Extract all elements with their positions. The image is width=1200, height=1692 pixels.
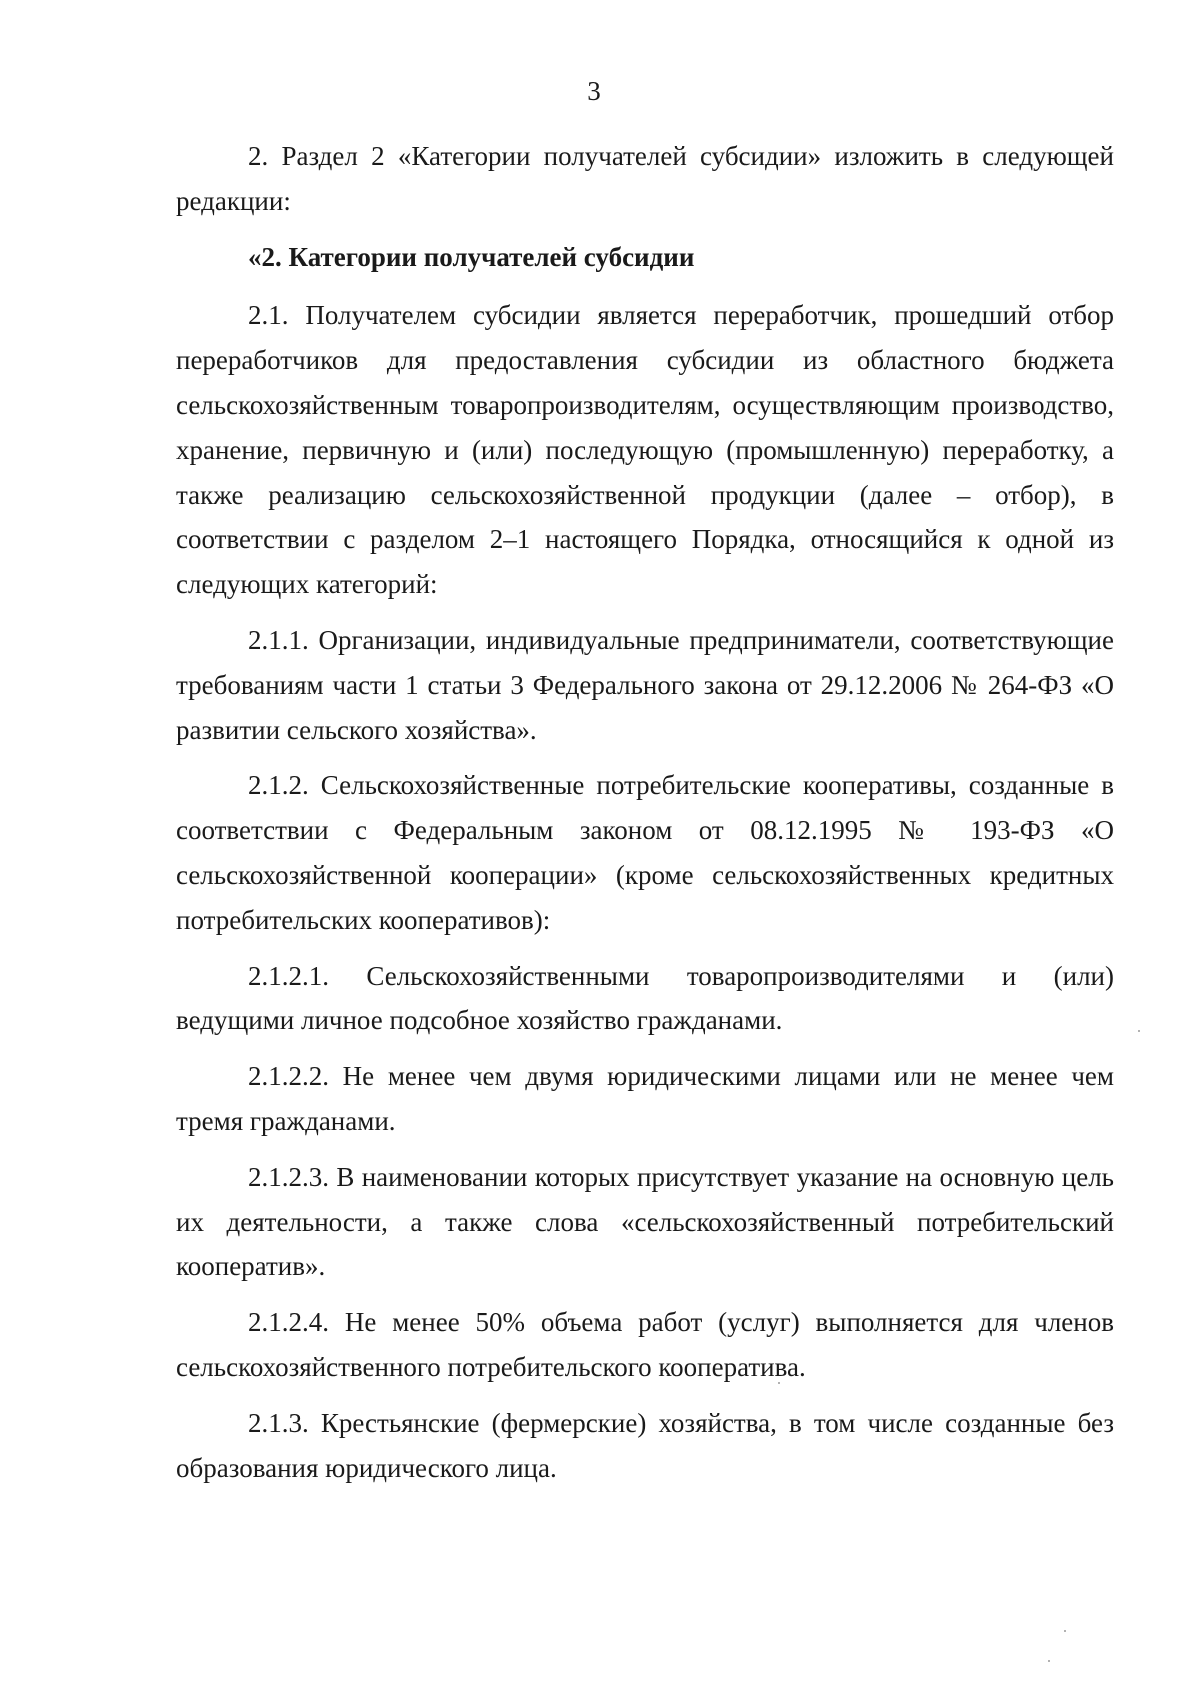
paragraph-2-1-2-2: 2.1.2.2. Не менее чем двумя юридическими лицами или не менее чем тремя гражданами. bbox=[176, 1061, 1114, 1136]
scan-speck bbox=[1048, 1660, 1050, 1662]
scan-speck bbox=[778, 1382, 780, 1384]
paragraph-2-1-2-1: 2.1.2.1. Сельскохозяйственными товаропроизводителями и (или) ведущими личное подсобное хозяйство гражданами. bbox=[176, 960, 1114, 1036]
scan-speck bbox=[1138, 1030, 1140, 1032]
section-heading: «2. Категории получателей субсидии bbox=[248, 241, 695, 272]
document-body bbox=[176, 134, 1114, 1501]
scan-speck bbox=[1064, 1630, 1066, 1632]
paragraph-2: 2. Раздел 2 «Категории получателей субсидии» изложить в следующей редакции: bbox=[176, 141, 1114, 216]
paragraph-2-1-1: 2.1.1. Организации, индивидуальные предприниматели, соответствующие требованиям части 1 статьи 3 Федерального закона от 29.12.2006 № 264-ФЗ «О развитии сельского хозяйства». bbox=[176, 624, 1114, 745]
page-number: 3 bbox=[587, 76, 601, 106]
paragraph-2-1-2: 2.1.2. Сельскохозяйственные потребительские кооперативы, созданные в соответствии с Федеральным законом от 08.12.1995 № 193-ФЗ «О сельскохозяйственной кооперации» (кроме сельскохозяйственных кредитных потребительских кооперативов): bbox=[176, 770, 1114, 935]
paragraph-2-1-3: 2.1.3. Крестьянские (фермерские) хозяйства, в том числе созданные без образования юридического лица. bbox=[176, 1407, 1114, 1483]
paragraph-2-1-2-4: 2.1.2.4. Не менее 50% объема работ (услуг) выполняется для членов сельскохозяйственного потребительского кооператива. bbox=[176, 1307, 1114, 1382]
paragraph-2-1: 2.1. Получателем субсидии является переработчик, прошедший отбор переработчиков для предоставления субсидии из областного бюджета сельскохозяйственным товаропроизводителям, осуществляющим производство, хранение, первичную и (или) последующую (промышленную) переработку, а также реализацию сельскохозяйственной продукции (далее – отбор), в соответствии с разделом 2–1 настоящего Порядка, относящийся к одной из следующих категорий: bbox=[176, 300, 1114, 600]
paragraph-2-1-2-3: 2.1.2.3. В наименовании которых присутствует указание на основную цель их деятельности, а также слова «сельскохозяйственный потребительский кооператив». bbox=[176, 1161, 1114, 1282]
